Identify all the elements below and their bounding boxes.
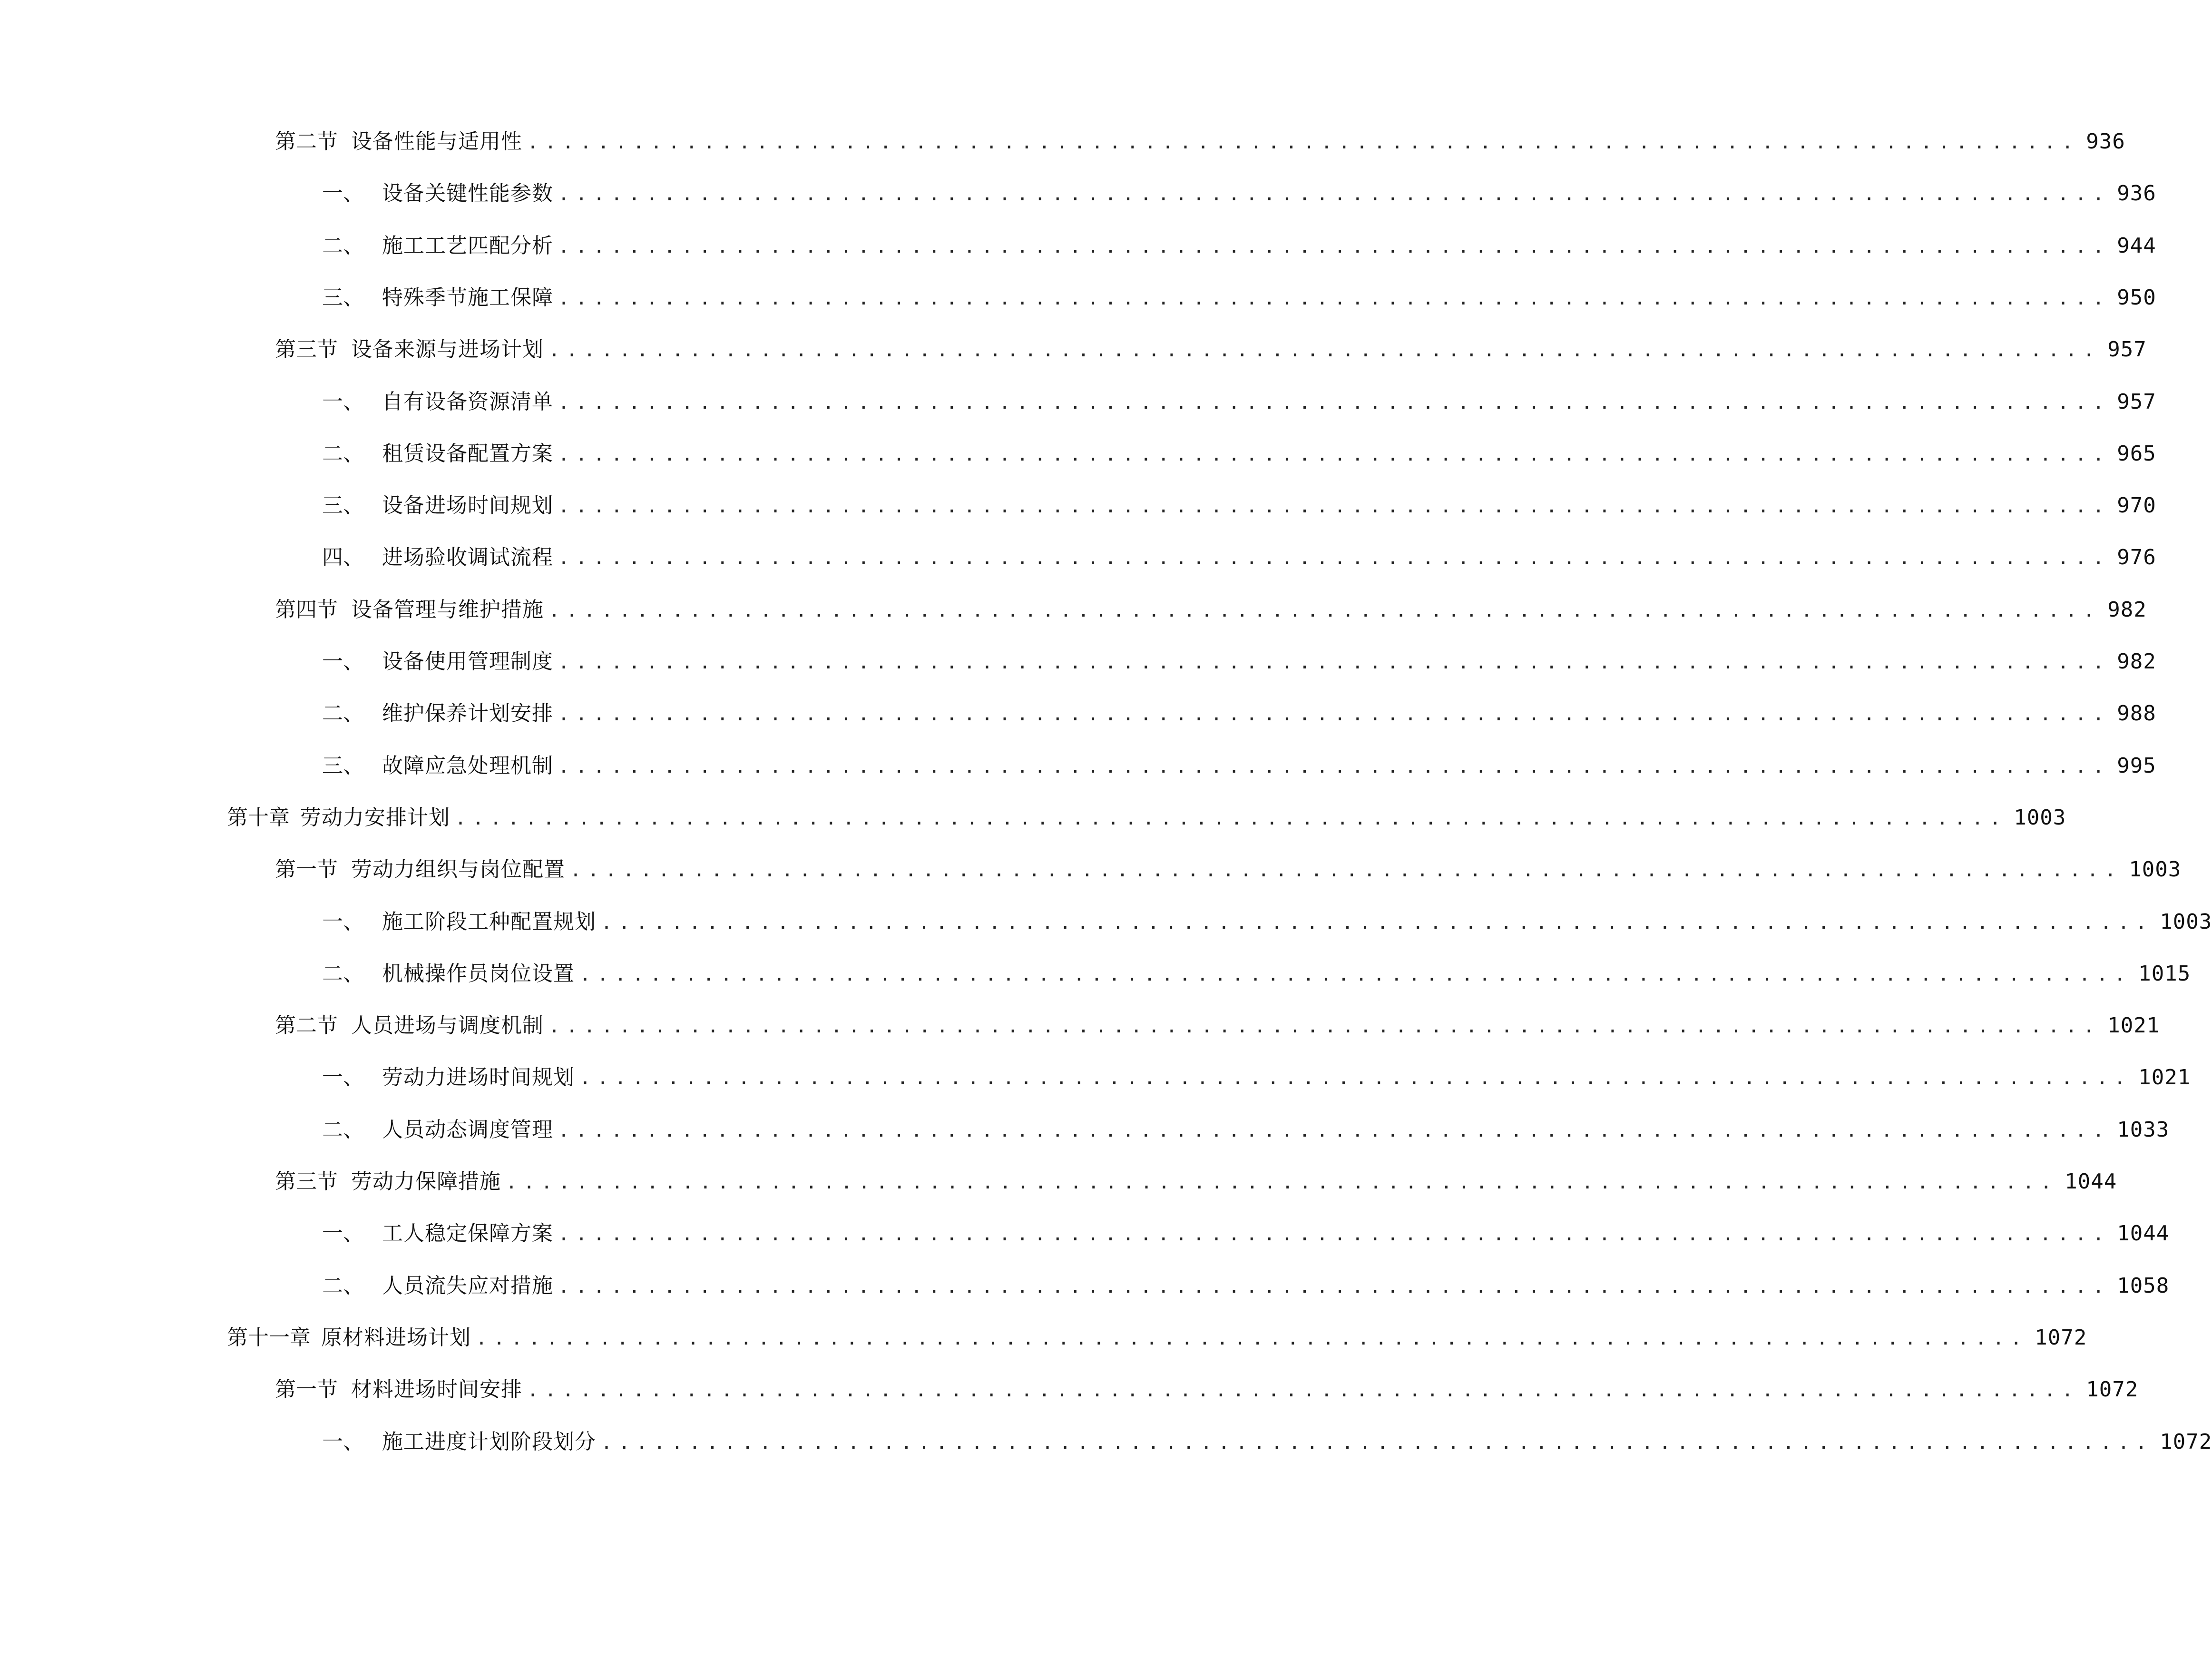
toc-entry-title: 租赁设备配置方案 xyxy=(382,442,553,466)
toc-entry-number: 第一节 xyxy=(275,1377,338,1402)
toc-entry-title: 进场验收调试流程 xyxy=(382,545,553,569)
toc-entry[interactable] xyxy=(275,851,2182,889)
toc-entry-number: 二、 xyxy=(322,1274,364,1298)
toc-dot-leader: ........................................................................................ xyxy=(455,807,2007,829)
toc-entry-number: 一、 xyxy=(322,649,364,674)
toc-dot-leader: ........................................................................................ xyxy=(558,651,2111,673)
toc-entry-number: 一、 xyxy=(322,1430,364,1454)
toc-entry-title: 设备使用管理制度 xyxy=(382,649,553,674)
toc-entry-number: 第三节 xyxy=(275,1169,338,1194)
toc-entry-number: 三、 xyxy=(322,754,364,778)
toc-entry-number: 一、 xyxy=(322,1065,364,1090)
toc-dot-leader: ........................................................................................ xyxy=(558,756,2111,777)
toc-entry[interactable] xyxy=(275,331,2147,369)
toc-entry-title: 自有设备资源清单 xyxy=(382,390,553,414)
toc-dot-leader: ........................................................................................ xyxy=(579,963,2132,985)
toc-entry-title: 维护保养计划安排 xyxy=(382,701,553,726)
toc-entry-number: 第三节 xyxy=(275,337,338,362)
toc-entry-title: 设备性能与适用性 xyxy=(351,129,522,154)
toc-entry-number: 一、 xyxy=(322,390,364,414)
toc-entry[interactable] xyxy=(275,1371,2139,1409)
toc-entry-title: 材料进场时间安排 xyxy=(351,1377,522,1402)
toc-page-number: 1003 xyxy=(2129,857,2182,882)
toc-page-number: 965 xyxy=(2117,442,2156,466)
toc-page-number: 1072 xyxy=(2035,1325,2087,1350)
toc-entry[interactable] xyxy=(322,1267,2170,1305)
toc-page-number: 1021 xyxy=(2107,1013,2160,1038)
toc-entry[interactable] xyxy=(322,1423,2212,1461)
toc-entry[interactable] xyxy=(322,1215,2170,1253)
toc-entry-number: 第四节 xyxy=(275,598,338,622)
toc-entry-title: 劳动力进场时间规划 xyxy=(382,1065,575,1090)
toc-entry-number: 一、 xyxy=(322,181,364,206)
toc-dot-leader: ........................................................................................ xyxy=(558,1223,2111,1245)
toc-page-number: 936 xyxy=(2117,181,2156,206)
toc-dot-leader: ........................................................................................ xyxy=(527,1379,2080,1401)
toc-dot-leader: ........................................................................................ xyxy=(601,912,2153,933)
toc-entry-title: 人员动态调度管理 xyxy=(382,1118,553,1142)
toc-entry[interactable] xyxy=(322,903,2212,941)
toc-dot-leader: ........................................................................................ xyxy=(476,1327,2028,1349)
toc-dot-leader: ........................................................................................ xyxy=(558,236,2111,257)
toc-dot-leader: ........................................................................................ xyxy=(506,1171,2058,1193)
toc-page-number: 1003 xyxy=(2014,805,2066,830)
toc-entry-number: 二、 xyxy=(322,1118,364,1142)
toc-page-number: 1003 xyxy=(2160,910,2212,934)
toc-dot-leader: ........................................................................................ xyxy=(558,183,2111,205)
toc-entry-number: 第二节 xyxy=(275,1013,338,1038)
toc-entry-number: 第十一章 xyxy=(227,1325,311,1350)
toc-entry-title: 设备来源与进场计划 xyxy=(351,337,544,362)
toc-entry[interactable] xyxy=(227,1319,2087,1357)
toc-entry[interactable] xyxy=(322,435,2156,473)
toc-dot-leader: ........................................................................................ xyxy=(558,443,2111,465)
toc-entry-number: 第十章 xyxy=(227,805,290,830)
toc-entry[interactable] xyxy=(322,1059,2191,1097)
toc-page-number: 936 xyxy=(2086,129,2125,154)
toc-dot-leader: ........................................................................................ xyxy=(558,1119,2111,1141)
toc-dot-leader: ........................................................................................ xyxy=(548,599,2101,621)
toc-dot-leader: ........................................................................................ xyxy=(548,339,2101,361)
toc-page-number: 1021 xyxy=(2138,1065,2191,1090)
toc-page-number: 944 xyxy=(2117,234,2156,258)
toc-entry[interactable] xyxy=(322,1111,2170,1149)
toc-entry[interactable] xyxy=(322,695,2156,733)
toc-entry-number: 一、 xyxy=(322,910,364,934)
toc-entry-number: 一、 xyxy=(322,1221,364,1246)
toc-entry[interactable] xyxy=(322,175,2156,213)
toc-entry-number: 四、 xyxy=(322,545,364,569)
toc-entry-title: 人员流失应对措施 xyxy=(382,1274,553,1298)
toc-page-number: 957 xyxy=(2117,390,2156,414)
toc-dot-leader: ........................................................................................ xyxy=(558,495,2111,517)
toc-dot-leader: ........................................................................................ xyxy=(558,547,2111,569)
toc-dot-leader: ........................................................................................ xyxy=(558,703,2111,725)
toc-entry-title: 设备进场时间规划 xyxy=(382,493,553,518)
toc-page-number: 982 xyxy=(2117,649,2156,674)
toc-entry-title: 工人稳定保障方案 xyxy=(382,1221,553,1246)
toc-page-number: 1072 xyxy=(2160,1430,2212,1454)
toc-entry[interactable] xyxy=(275,591,2147,629)
toc-page-number: 1058 xyxy=(2117,1274,2170,1298)
toc-entry-title: 施工工艺匹配分析 xyxy=(382,234,553,258)
toc-entry[interactable] xyxy=(322,747,2156,785)
toc-entry[interactable] xyxy=(322,643,2156,681)
toc-entry[interactable] xyxy=(322,383,2156,421)
toc-entry-title: 原材料进场计划 xyxy=(321,1325,471,1350)
toc-entry-number: 三、 xyxy=(322,285,364,310)
toc-entry-number: 二、 xyxy=(322,442,364,466)
toc-page-number: 1072 xyxy=(2086,1377,2139,1402)
toc-entry[interactable] xyxy=(322,539,2156,577)
toc-entry[interactable] xyxy=(275,123,2125,161)
toc-entry-title: 施工阶段工种配置规划 xyxy=(382,910,596,934)
toc-entry[interactable] xyxy=(275,1163,2117,1201)
toc-dot-leader: ........................................................................................ xyxy=(579,1067,2132,1089)
toc-page-number: 970 xyxy=(2117,493,2156,518)
toc-page-number: 1015 xyxy=(2138,962,2191,986)
toc-page-number: 976 xyxy=(2117,545,2156,569)
toc-entry-title: 故障应急处理机制 xyxy=(382,754,553,778)
toc-dot-leader: ........................................................................................ xyxy=(527,131,2080,153)
toc-entry-title: 特殊季节施工保障 xyxy=(382,285,553,310)
toc-entry[interactable] xyxy=(322,227,2156,265)
toc-page-number: 1033 xyxy=(2117,1118,2170,1142)
toc-entry-number: 第一节 xyxy=(275,857,338,882)
toc-dot-leader: ........................................................................................ xyxy=(558,287,2111,309)
toc-entry-title: 劳动力保障措施 xyxy=(351,1169,501,1194)
toc-entry-number: 二、 xyxy=(322,701,364,726)
toc-entry[interactable] xyxy=(275,1007,2160,1045)
toc-entry-title: 设备关键性能参数 xyxy=(382,181,553,206)
toc-entry[interactable] xyxy=(322,487,2156,525)
toc-page-number: 957 xyxy=(2107,337,2147,362)
toc-page-number: 988 xyxy=(2117,701,2156,726)
toc-page-number: 1044 xyxy=(2117,1221,2170,1246)
toc-page-number: 1044 xyxy=(2065,1169,2117,1194)
toc-entry-title: 劳动力组织与岗位配置 xyxy=(351,857,565,882)
toc-page-number: 950 xyxy=(2117,285,2156,310)
toc-entry-title: 劳动力安排计划 xyxy=(300,805,450,830)
toc-entry-title: 人员进场与调度机制 xyxy=(351,1013,544,1038)
toc-entry-number: 三、 xyxy=(322,493,364,518)
toc-dot-leader: ........................................................................................ xyxy=(558,1276,2111,1297)
toc-entry-number: 第二节 xyxy=(275,129,338,154)
toc-dot-leader: ........................................................................................ xyxy=(558,392,2111,413)
toc-entry[interactable] xyxy=(322,279,2156,317)
toc-entry[interactable] xyxy=(322,955,2191,993)
toc-page-number: 982 xyxy=(2107,598,2147,622)
toc-dot-leader: ........................................................................................ xyxy=(548,1015,2101,1037)
toc-entry-number: 二、 xyxy=(322,234,364,258)
toc-dot-leader: ........................................................................................ xyxy=(601,1432,2153,1453)
toc-entry-title: 设备管理与维护措施 xyxy=(351,598,544,622)
toc-entry[interactable] xyxy=(227,799,2066,837)
toc-entry-title: 机械操作员岗位设置 xyxy=(382,962,575,986)
toc-entry-title: 施工进度计划阶段划分 xyxy=(382,1430,596,1454)
toc-page-number: 995 xyxy=(2117,754,2156,778)
toc-dot-leader: ........................................................................................ xyxy=(570,859,2123,881)
toc-entry-number: 二、 xyxy=(322,962,364,986)
